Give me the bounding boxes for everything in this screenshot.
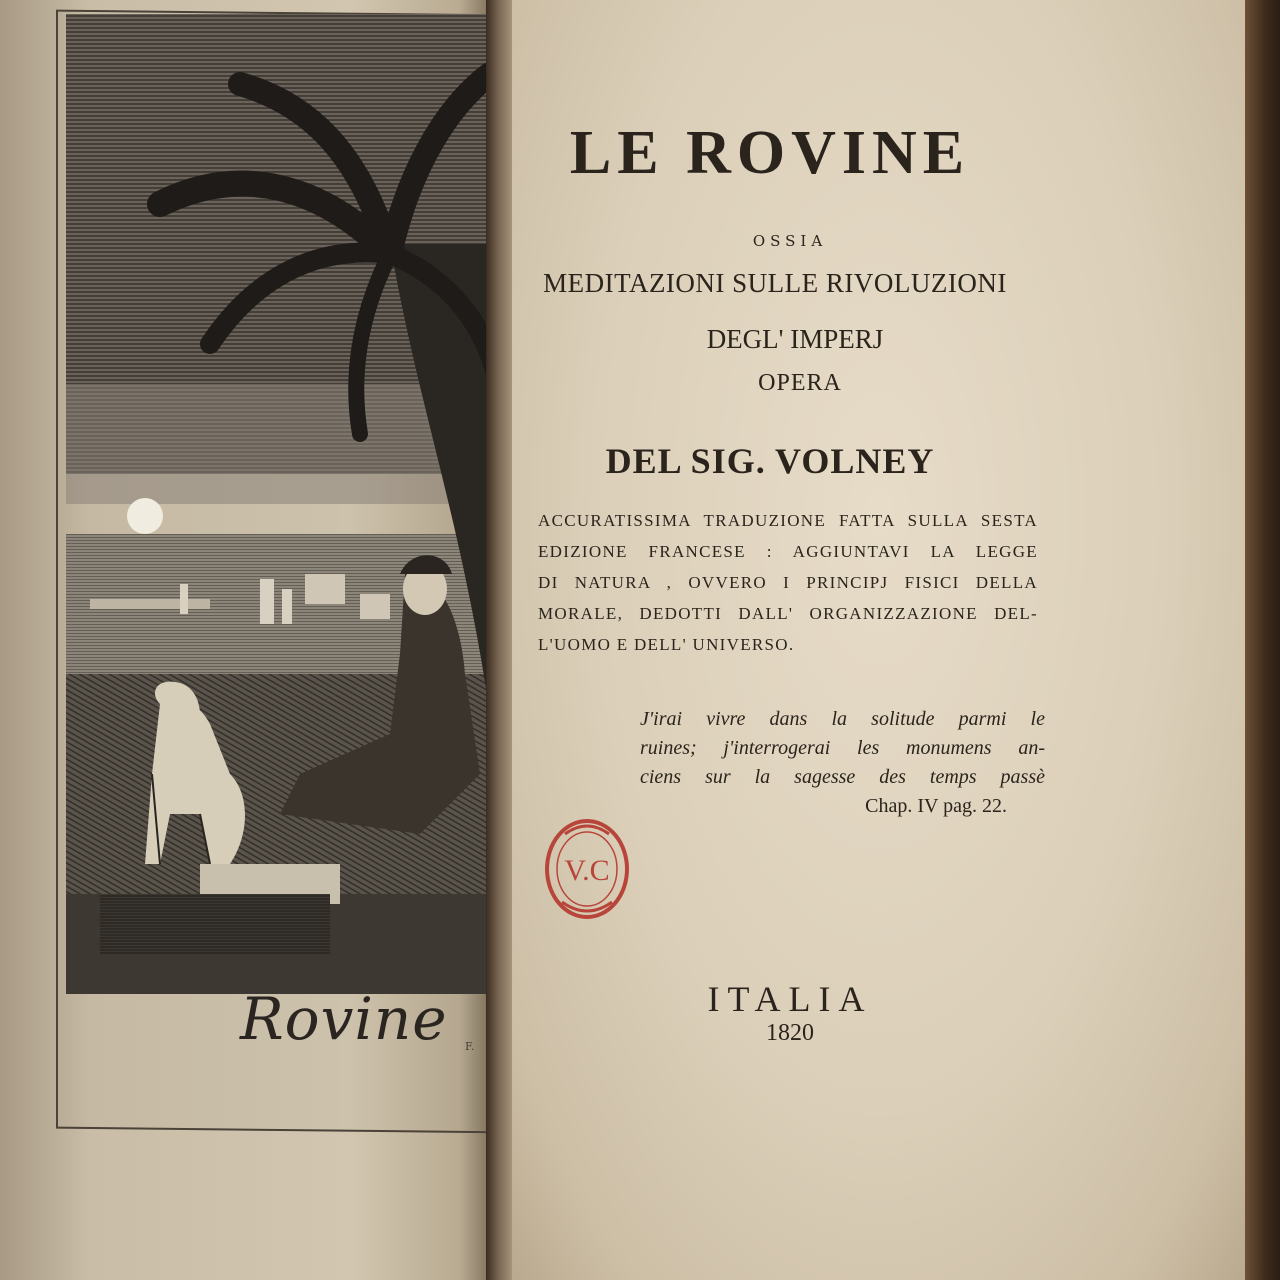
epigraph-line: ciens sur la sagesse des temps passè <box>640 766 1045 788</box>
description-line: L'UOMO E DELL' UNIVERSO. <box>538 635 795 654</box>
title-conjunction: OSSIA <box>752 232 828 250</box>
library-stamp <box>540 812 635 927</box>
description-line: EDIZIONE FRANCESE : AGGIUNTAVI LA LEGGE <box>538 542 1038 561</box>
work-label: OPERA <box>758 370 842 396</box>
subtitle-line-1: MEDITAZIONI SULLE RIVOLUZIONI <box>543 268 1007 298</box>
plate-caption: Rovine <box>240 985 448 1053</box>
imprint-year: 1820 <box>766 1020 814 1046</box>
epigraph-reference: Chap. IV pag. 22. <box>865 795 1007 817</box>
engraving-illustration <box>60 14 500 1004</box>
book-title: LE ROVINE <box>569 119 971 187</box>
book-cover-edge <box>1245 0 1280 1280</box>
epigraph-line: J'irai vivre dans la solitude parmi le <box>640 708 1045 730</box>
moon <box>127 498 163 534</box>
epigraph-line: ruines; j'interrogerai les monumens an- <box>640 737 1045 759</box>
description-line: DI NATURA , OVVERO I PRINCIPJ FISICI DELLA <box>538 573 1038 592</box>
description-line: ACCURATISSIMA TRADUZIONE FATTA SULLA SESTA <box>538 511 1038 530</box>
subtitle-line-2: DEGL' IMPERJ <box>706 324 884 354</box>
description-line: MORALE, DEDOTTI DALL' ORGANIZZAZIONE DEL- <box>538 604 1038 623</box>
stamp-text: V.C <box>564 854 610 887</box>
epigraph <box>640 705 1045 821</box>
author-line: DEL SIG. VOLNEY <box>605 441 935 481</box>
translation-description <box>538 505 1038 660</box>
imprint-place: ITALIA <box>707 979 873 1019</box>
engraver-mark: F. <box>465 1040 475 1053</box>
